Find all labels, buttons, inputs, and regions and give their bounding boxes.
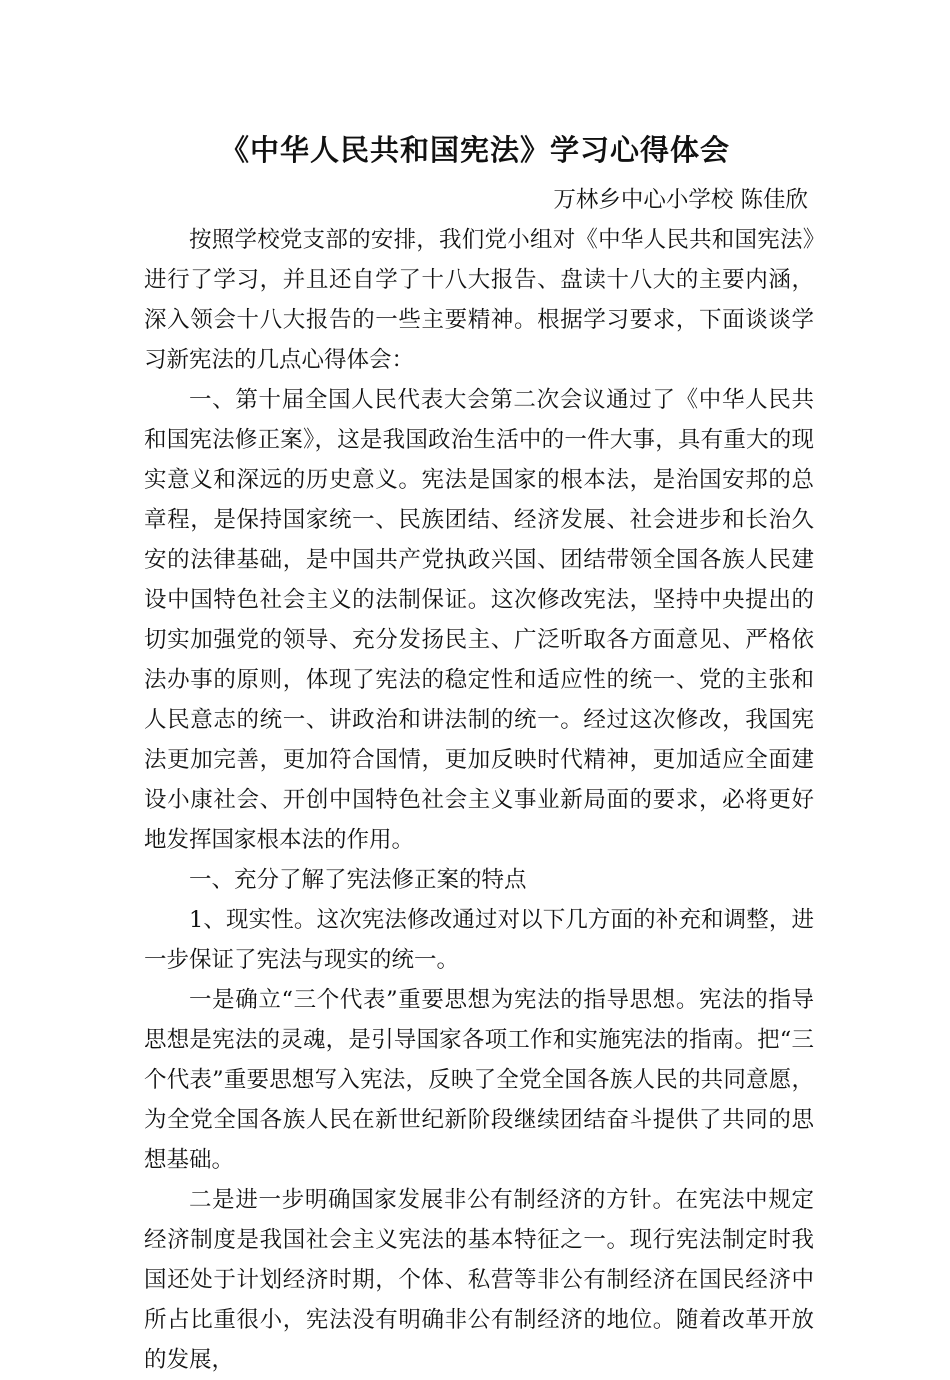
paragraph-significance: 一、第十届全国人民代表大会第二次会议通过了《中华人民共和国宪法修正案》，这是我国政治生活中的一件大事，具有重大的现实意义和深远的历史意义。宪法是国家的根本法，是治国安邦的总章程，是保持国家统一、民族团结、经济发展、社会进步和长治久安的法律基础，是中国共产党执政兴国、团结带领全国各族人民建设中国特色社会主义的法制保证。这次修改宪法，坚持中央提出的切实加强党的领导、充分发扬民主、广泛听取各方面意见、严格依法办事的原则，体现了宪法的稳定性和适应性的统一、党的主张和人民意志的统一、讲政治和讲法制的统一。经过这次修改，我国宪法更加完善，更加符合国情，更加反映时代精神，更加适应全面建设小康社会、开创中国特色社会主义事业新局面的要求，必将更好地发挥国家根本法的作用。 (144, 387, 814, 853)
paragraph-point-two: 二是进一步明确国家发展非公有制经济的方针。在宪法中规定经济制度是我国社会主义宪法的基本特征之一。现行宪法制定时我国还处于计划经济时期，个体、私营等非公有制经济在国民经济中所占比重很小，宪法没有明确非公有制经济的地位。随着改革开放的发展， (144, 1187, 814, 1373)
paragraph-reality: 1、现实性。这次宪法修改通过对以下几方面的补充和调整，进一步保证了宪法与现实的统一。 (144, 907, 814, 973)
section-heading: 一、充分了解了宪法修正案的特点 (189, 867, 527, 893)
document-body (144, 220, 814, 1380)
document-author: 万林乡中心小学校 陈佳欣 (553, 187, 808, 213)
document-title: 《中华人民共和国宪法》学习心得体会 (219, 133, 730, 167)
paragraph-intro: 按照学校党支部的安排，我们党小组对《中华人民共和国宪法》进行了学习，并且还自学了十八大报告、盘读十八大的主要内涵，深入领会十八大报告的一些主要精神。根据学习要求，下面谈谈学习新宪法的几点心得体会： (144, 227, 814, 373)
paragraph-point-one: 一是确立“三个代表”重要思想为宪法的指导思想。宪法的指导思想是宪法的灵魂，是引导国家各项工作和实施宪法的指南。把“三个代表”重要思想写入宪法，反映了全党全国各族人民的共同意愿，为全党全国各族人民在新世纪新阶段继续团结奋斗提供了共同的思想基础。 (144, 987, 814, 1173)
